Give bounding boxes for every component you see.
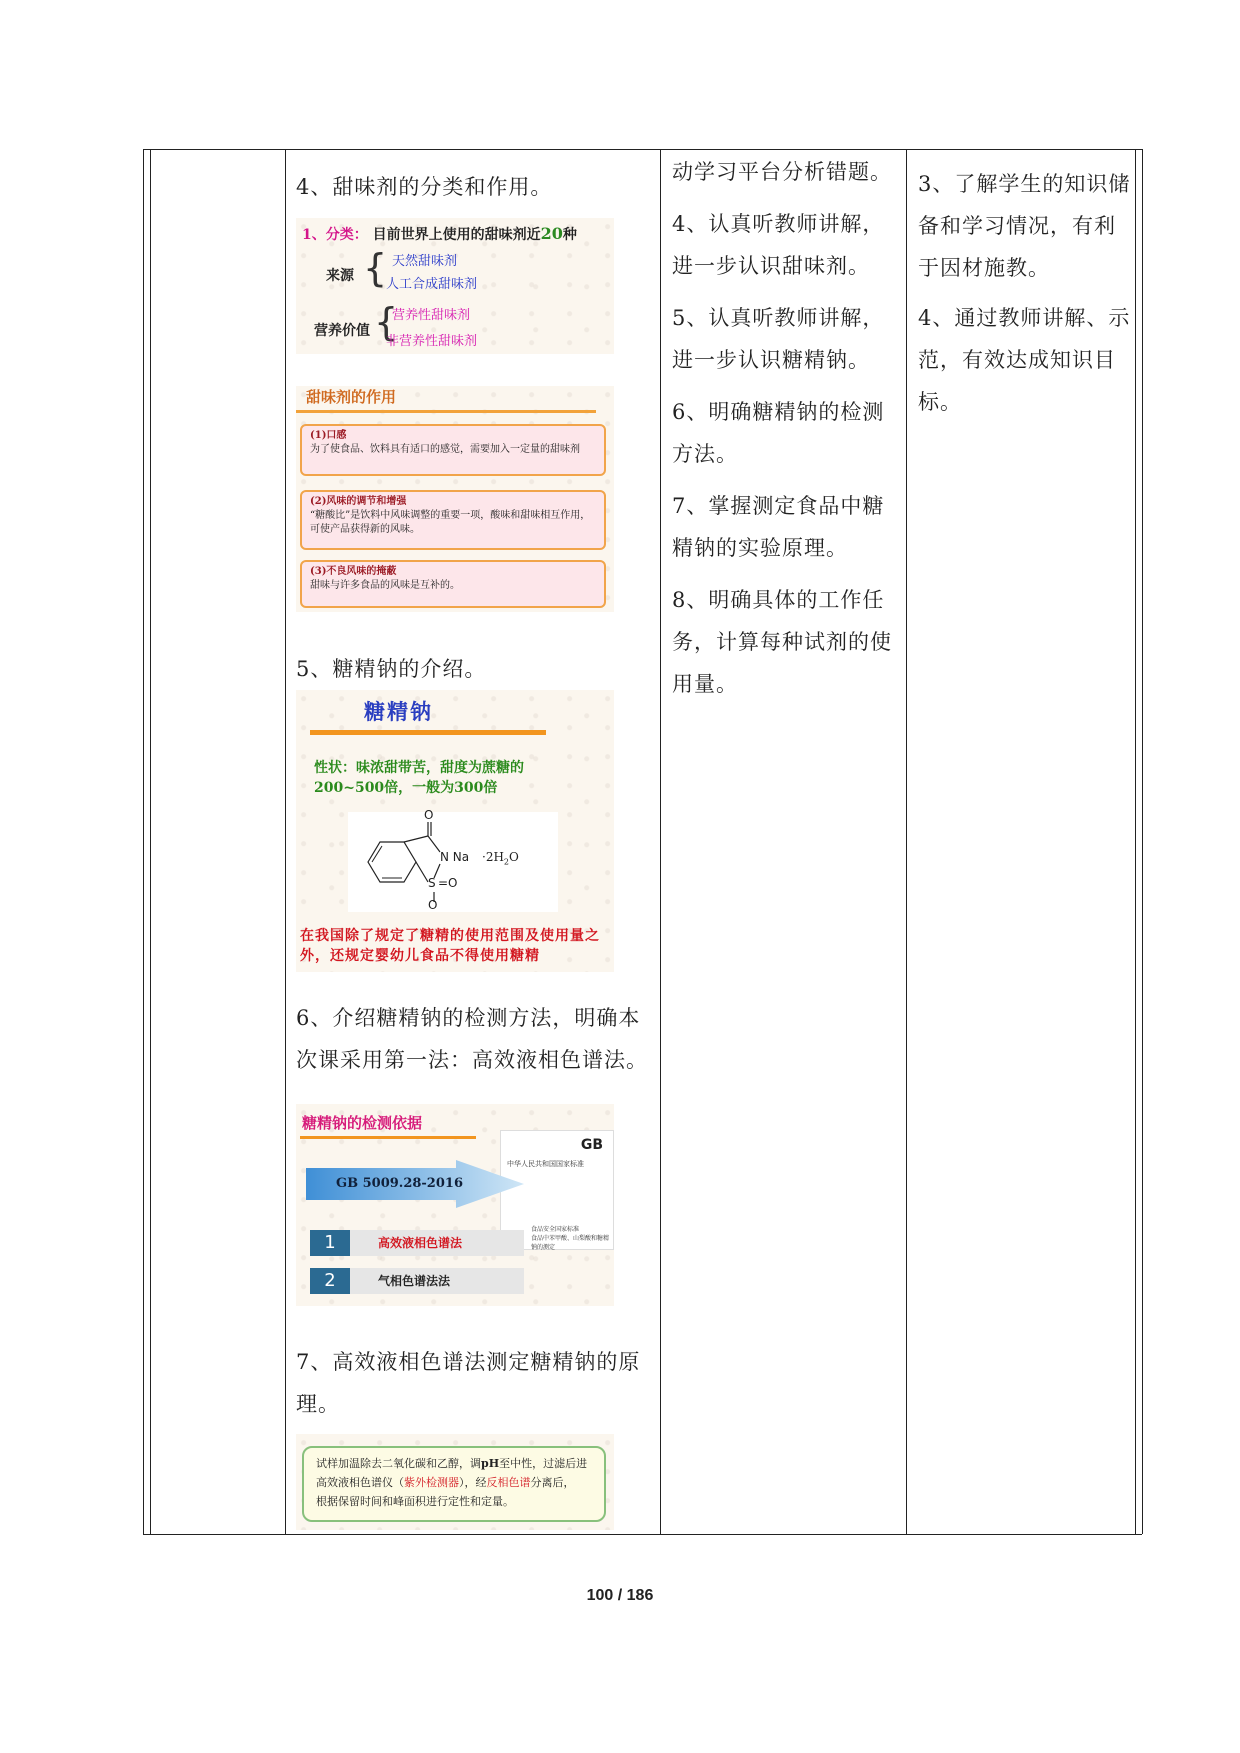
slide4-title: 糖精钠的检测依据 [302,1114,423,1132]
intent-item: 4、通过教师讲解、示范，有效达成知识目标。 [918,306,1131,414]
table-divider-3 [906,149,907,1534]
sulfur: S [428,876,436,890]
scroll-item-3: (3)不良风味的掩蔽 甜味与许多食品的风味是互补的。 [300,560,606,608]
scroll-item-1: (1)口感 为了使食品、饮料具有适口的感觉，需要加入一定量的甜味剂 [300,424,606,476]
slide2-underline [296,410,596,413]
method-row-1: 1 高效液相色谱法 [310,1230,524,1256]
table-divider-4 [1135,149,1136,1534]
activity-item: 7、掌握测定食品中糖精钠的实验原理。 [672,494,885,560]
table-border-right [1142,149,1143,1534]
gb-subtitle: 食品安全国家标准 食品中苯甲酸、山梨酸和糖精钠的测定 [531,1226,610,1251]
saccharin-structure [348,808,558,912]
activity-item: 4、认真听教师讲解，进一步认识甜味剂。 [672,212,885,278]
sulfonyl-oxygen: =O [438,876,458,890]
source-synthetic: 人工合成甜味剂 [386,277,478,292]
nutrition-label: 营养价值 [314,323,370,339]
activity-item: 动学习平台分析错题。 [672,160,892,184]
design-intent [918,163,1134,431]
intent-item: 3、了解学生的知识储备和学习情况，有利于因材施教。 [918,172,1131,280]
content-item-4: 4、甜味剂的分类和作用。 [296,175,553,199]
slide-hplc-principle [296,1434,614,1530]
content-item-7: 7、高效液相色谱法测定糖精钠的原理。 [296,1350,641,1416]
student-activities [672,151,904,715]
slide1-heading: 1、分类： 目前世界上使用的甜味剂近20种 [302,224,577,243]
activity-item: 6、明确糖精钠的检测方法。 [672,400,885,466]
table-divider-1 [285,149,286,1534]
oxygen-top: O [424,808,434,822]
content-item-6: 6、介绍糖精钠的检测方法，明确本次课采用第一法：高效液相色谱法。 [296,1006,648,1072]
activity-item: 8、明确具体的工作任务，计算每种试剂的使用量。 [672,588,892,696]
table-border-left-inner [150,149,151,1534]
brace-icon: { [363,246,388,290]
slide-sweetener-classification [296,218,614,354]
activity-item: 5、认真听教师讲解，进一步认识糖精钠。 [672,306,885,372]
slide3-underline [310,730,546,735]
slide2-title: 甜味剂的作用 [306,388,397,406]
principle-box: 试样加温除去二氧化碳和乙醇，调pH至中性，过滤后进 高效液相色谱仪（紫外检测器），经反相色谱分离后， 根据保留时间和峰面积进行定性和定量。 [302,1446,606,1522]
source-natural: 天然甜味剂 [392,254,458,269]
slide3-title: 糖精钠 [364,699,433,724]
oxygen-bottom: O [428,898,438,912]
table-divider-2 [660,149,661,1534]
table-border-left [143,149,144,1534]
source-label: 来源 [326,268,354,284]
water-label: $\cdot 2H_2O$ [482,850,519,867]
slide3-regulation: 在我国除了规定了糖精的使用范围及使用量之外，还规定婴幼儿食品不得使用糖精 [300,928,600,964]
scroll-item-2: (2)风味的调节和增强 “糖酸比”是饮料中风味调整的重要一项，酸味和甜味相互作用，可使产品获得新的风味。 [300,490,606,550]
gb-header: 中华人民共和国国家标准 [507,1160,584,1168]
slide-detection-basis [296,1104,614,1306]
page-number: 100 / 186 [586,1587,654,1604]
slide4-underline [300,1136,476,1139]
standard-number: GB 5009.28-2016 [336,1176,463,1191]
slide3-properties: 性状：味浓甜带苦，甜度为蔗糖的 200~500倍，一般为300倍 [314,760,524,796]
nutrition-nutritive: 营养性甜味剂 [392,308,471,323]
nitrogen-sodium: N Na [440,850,470,864]
gb-logo: GB [580,1137,603,1153]
method-row-2: 2 气相色谱法法 [310,1268,524,1294]
brace-icon: { [374,300,399,344]
nutrition-non-nutritive: 非营养性甜味剂 [386,334,478,349]
content-item-5: 5、糖精钠的介绍。 [296,657,487,681]
slide-sodium-saccharin [296,690,614,972]
slide-sweetener-functions [296,386,614,612]
